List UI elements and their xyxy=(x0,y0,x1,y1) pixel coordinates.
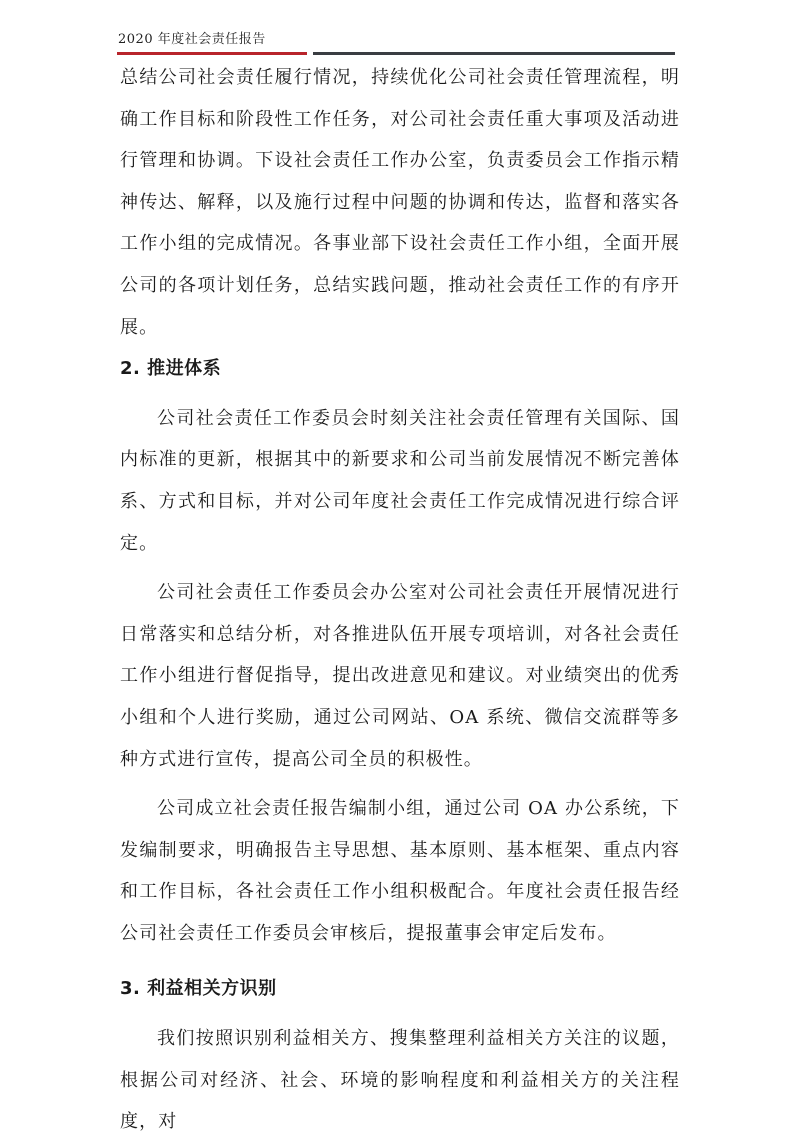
paragraph-3: 公司社会责任工作委员会办公室对公司社会责任开展情况进行日常落实和总结分析，对各推进队伍开展专项培训，对各社会责任工作小组进行督促指导，提出改进意见和建议。对业绩突出的优秀小组和个人进行奖励，通过公司网站、OA 系统、微信交流群等多种方式进行宣传，提高公司全员的积极性。 xyxy=(120,582,680,770)
header-rule-red xyxy=(117,52,307,55)
paragraph-2: 公司社会责任工作委员会时刻关注社会责任管理有关国际、国内标准的更新，根据其中的新要求和公司当前发展情况不断完善体系、方式和目标，并对公司年度社会责任工作完成情况进行综合评定。 xyxy=(120,407,680,554)
paragraph-4: 公司成立社会责任报告编制小组，通过公司 OA 办公系统，下发编制要求，明确报告主导思想、基本原则、基本框架、重点内容和工作目标，各社会责任工作小组积极配合。年度社会责任报告经公司社会责任工作委员会审核后，提报董事会审定后发布。 xyxy=(120,798,680,944)
paragraph-5: 我们按照识别利益相关方、搜集整理利益相关方关注的议题，根据公司对经济、社会、环境的影响程度和利益相关方的关注程度，对 xyxy=(120,1028,680,1133)
header-rule-dark xyxy=(313,52,675,55)
paragraph-1: 总结公司社会责任履行情况，持续优化公司社会责任管理流程，明确工作目标和阶段性工作任务，对公司社会责任重大事项及活动进行管理和协调。下设社会责任工作办公室，负责委员会工作指示精神传达、解释，以及施行过程中问题的协调和传达，监督和落实各工作小组的完成情况。各事业部下设社会责任工作小组，全面开展公司的各项计划任务，总结实践问题，推动社会责任工作的有序开展。 xyxy=(120,67,680,338)
section-heading-2: 2. 推进体系 xyxy=(120,358,222,380)
section-heading-3: 3. 利益相关方识别 xyxy=(120,978,277,1000)
report-title: 2020 年度社会责任报告 xyxy=(118,32,266,47)
